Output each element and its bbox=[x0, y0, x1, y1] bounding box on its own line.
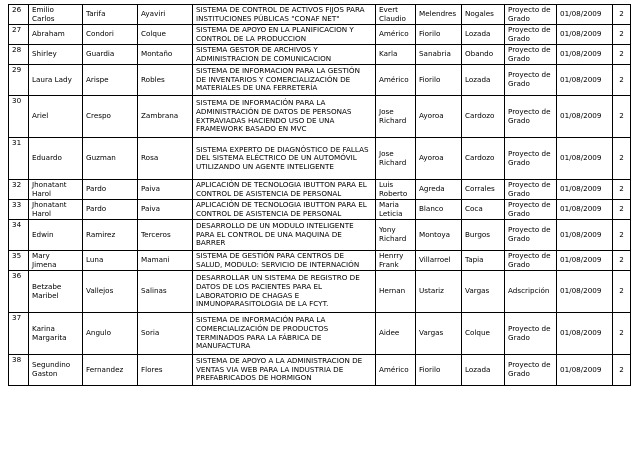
tutor-paternal-surname-cell: Blanco bbox=[416, 200, 462, 220]
row-number-cell: 26 bbox=[9, 5, 29, 25]
date-cell: 01/08/2009 bbox=[557, 96, 613, 138]
row-number-cell: 33 bbox=[9, 200, 29, 220]
term-cell: 2 bbox=[613, 355, 631, 386]
student-first-names-cell: Laura Lady bbox=[29, 65, 83, 96]
tutor-paternal-surname-cell: Ayoroa bbox=[416, 138, 462, 180]
student-first-names-cell: Abraham bbox=[29, 25, 83, 45]
tutor-paternal-surname-cell: Ayoroa bbox=[416, 96, 462, 138]
modality-cell: Proyecto de Grado bbox=[505, 220, 557, 251]
modality-cell: Proyecto de Grado bbox=[505, 180, 557, 200]
thesis-title-cell: DESARROLLAR UN SISTEMA DE REGISTRO DE DATOS DE LOS PACIENTES PARA EL LABORATORIO DE CHAGAS E INMUNOPARASITOLOGIA DE LA FCYT. bbox=[193, 271, 376, 313]
modality-cell: Proyecto de Grado bbox=[505, 65, 557, 96]
thesis-title-cell: SISTEMA DE CONTROL DE ACTIVOS FIJOS PARA INSTITUCIONES PÚBLICAS "CONAF NET" bbox=[193, 5, 376, 25]
student-paternal-surname-cell: Crespo bbox=[83, 96, 138, 138]
tutor-maternal-surname-cell: Tapia bbox=[462, 251, 505, 271]
tutor-maternal-surname-cell: Corrales bbox=[462, 180, 505, 200]
term-cell: 2 bbox=[613, 5, 631, 25]
table-row bbox=[9, 271, 631, 313]
student-first-names-cell: Edwin bbox=[29, 220, 83, 251]
student-paternal-surname-cell: Condori bbox=[83, 25, 138, 45]
student-first-names-cell: Jhonatant Harol bbox=[29, 180, 83, 200]
tutor-maternal-surname-cell: Obando bbox=[462, 45, 505, 65]
tutor-maternal-surname-cell: Nogales bbox=[462, 5, 505, 25]
student-maternal-surname-cell: Flores bbox=[138, 355, 193, 386]
student-paternal-surname-cell: Arispe bbox=[83, 65, 138, 96]
tutor-paternal-surname-cell: Villarroel bbox=[416, 251, 462, 271]
tutor-paternal-surname-cell: Fiorilo bbox=[416, 25, 462, 45]
thesis-title-cell: SISTEMA DE GESTIÓN PARA CENTROS DE SALUD, MODULO: SERVICIO DE INTERNACIÓN bbox=[193, 251, 376, 271]
tutor-paternal-surname-cell: Vargas bbox=[416, 313, 462, 355]
tutor-first-names-cell: Henrry Frank bbox=[376, 251, 416, 271]
term-cell: 2 bbox=[613, 271, 631, 313]
date-cell: 01/08/2009 bbox=[557, 271, 613, 313]
table-row bbox=[9, 25, 631, 45]
modality-cell: Proyecto de Grado bbox=[505, 25, 557, 45]
modality-cell: Proyecto de Grado bbox=[505, 96, 557, 138]
modality-cell: Proyecto de Grado bbox=[505, 5, 557, 25]
student-first-names-cell: Betzabe Maribel bbox=[29, 271, 83, 313]
term-cell: 2 bbox=[613, 138, 631, 180]
student-maternal-surname-cell: Robles bbox=[138, 65, 193, 96]
date-cell: 01/08/2009 bbox=[557, 65, 613, 96]
tutor-maternal-surname-cell: Cardozo bbox=[462, 138, 505, 180]
date-cell: 01/08/2009 bbox=[557, 45, 613, 65]
modality-cell: Proyecto de Grado bbox=[505, 138, 557, 180]
row-number-cell: 29 bbox=[9, 65, 29, 96]
thesis-title-cell: SISTEMA DE INFORMACION PARA LA GESTIÓN DE INVENTARIOS Y COMERCIALIZACIÓN DE MATERIALES DE UNA FERRETERÍA bbox=[193, 65, 376, 96]
student-maternal-surname-cell: Terceros bbox=[138, 220, 193, 251]
date-cell: 01/08/2009 bbox=[557, 220, 613, 251]
tutor-first-names-cell: Hernan bbox=[376, 271, 416, 313]
modality-cell: Proyecto de Grado bbox=[505, 355, 557, 386]
thesis-title-cell: SISTEMA DE INFORMACIÓN PARA LA ADMINISTRACIÓN DE DATOS DE PERSONAS EXTRAVIADAS HACIENDO USO DE UNA FRAMEWORK BASADO EN MVC bbox=[193, 96, 376, 138]
table-row bbox=[9, 355, 631, 386]
table-row bbox=[9, 180, 631, 200]
student-maternal-surname-cell: Ayaviri bbox=[138, 5, 193, 25]
student-maternal-surname-cell: Salinas bbox=[138, 271, 193, 313]
tutor-first-names-cell: Evert Claudio bbox=[376, 5, 416, 25]
date-cell: 01/08/2009 bbox=[557, 5, 613, 25]
date-cell: 01/08/2009 bbox=[557, 313, 613, 355]
thesis-title-cell: SISTEMA GESTOR DE ARCHIVOS Y ADMINISTRACION DE COMUNICACION bbox=[193, 45, 376, 65]
date-cell: 01/08/2009 bbox=[557, 180, 613, 200]
student-paternal-surname-cell: Pardo bbox=[83, 180, 138, 200]
term-cell: 2 bbox=[613, 65, 631, 96]
student-maternal-surname-cell: Colque bbox=[138, 25, 193, 45]
date-cell: 01/08/2009 bbox=[557, 251, 613, 271]
thesis-title-cell: SISTEMA DE INFORMACIÓN PARA LA COMERCIALIZACIÓN DE PRODUCTOS TERMINADOS PARA LA FÁBRICA DE MANUFACTURA bbox=[193, 313, 376, 355]
table-row bbox=[9, 5, 631, 25]
tutor-first-names-cell: Américo bbox=[376, 25, 416, 45]
table-row bbox=[9, 313, 631, 355]
tutor-maternal-surname-cell: Burgos bbox=[462, 220, 505, 251]
tutor-maternal-surname-cell: Cardozo bbox=[462, 96, 505, 138]
table-row bbox=[9, 45, 631, 65]
tutor-first-names-cell: Américo bbox=[376, 355, 416, 386]
student-paternal-surname-cell: Fernandez bbox=[83, 355, 138, 386]
tutor-first-names-cell: Américo bbox=[376, 65, 416, 96]
table-row bbox=[9, 65, 631, 96]
row-number-cell: 37 bbox=[9, 313, 29, 355]
row-number-cell: 36 bbox=[9, 271, 29, 313]
tutor-first-names-cell: Luis Roberto bbox=[376, 180, 416, 200]
term-cell: 2 bbox=[613, 313, 631, 355]
thesis-title-cell: APLICACIÓN DE TECNOLOGIA IBUTTON PARA EL CONTROL DE ASISTENCIA DE PERSONAL bbox=[193, 180, 376, 200]
modality-cell: Proyecto de Grado bbox=[505, 200, 557, 220]
tutor-maternal-surname-cell: Lozada bbox=[462, 25, 505, 45]
tutor-paternal-surname-cell: Ustariz bbox=[416, 271, 462, 313]
thesis-title-cell: DESARROLLO DE UN MODULO INTELIGENTE PARA EL CONTROL DE UNA MAQUINA DE BARRER bbox=[193, 220, 376, 251]
student-maternal-surname-cell: Mamani bbox=[138, 251, 193, 271]
tutor-maternal-surname-cell: Colque bbox=[462, 313, 505, 355]
tutor-maternal-surname-cell: Lozada bbox=[462, 65, 505, 96]
student-first-names-cell: Ariel bbox=[29, 96, 83, 138]
tutor-paternal-surname-cell: Fiorilo bbox=[416, 65, 462, 96]
student-first-names-cell: Jhonatant Harol bbox=[29, 200, 83, 220]
tutor-maternal-surname-cell: Lozada bbox=[462, 355, 505, 386]
table-row bbox=[9, 251, 631, 271]
student-first-names-cell: Emilio Carlos bbox=[29, 5, 83, 25]
tutor-paternal-surname-cell: Montoya bbox=[416, 220, 462, 251]
tutor-first-names-cell: Maria Leticia bbox=[376, 200, 416, 220]
student-paternal-surname-cell: Luna bbox=[83, 251, 138, 271]
student-maternal-surname-cell: Zambrana bbox=[138, 96, 193, 138]
tutor-first-names-cell: Jose Richard bbox=[376, 96, 416, 138]
thesis-title-cell: SISTEMA EXPERTO DE DIAGNÓSTICO DE FALLAS DEL SISTEMA ELÉCTRICO DE UN AUTOMÓVIL UTILIZANDO UN AGENTE INTELIGENTE bbox=[193, 138, 376, 180]
date-cell: 01/08/2009 bbox=[557, 25, 613, 45]
date-cell: 01/08/2009 bbox=[557, 355, 613, 386]
tutor-first-names-cell: Karla bbox=[376, 45, 416, 65]
table-row bbox=[9, 200, 631, 220]
tutor-paternal-surname-cell: Fiorilo bbox=[416, 355, 462, 386]
modality-cell: Proyecto de Grado bbox=[505, 313, 557, 355]
student-first-names-cell: Eduardo bbox=[29, 138, 83, 180]
student-maternal-surname-cell: Soria bbox=[138, 313, 193, 355]
tutor-paternal-surname-cell: Sanabria bbox=[416, 45, 462, 65]
term-cell: 2 bbox=[613, 45, 631, 65]
student-paternal-surname-cell: Ramirez bbox=[83, 220, 138, 251]
table-row bbox=[9, 96, 631, 138]
tutor-first-names-cell: Yony Richard bbox=[376, 220, 416, 251]
thesis-title-cell: SISTEMA DE APOYO A LA ADMINISTRACION DE VENTAS VIA WEB PARA LA INDUSTRIA DE PREFABRICADOS DE HORMIGON bbox=[193, 355, 376, 386]
row-number-cell: 35 bbox=[9, 251, 29, 271]
tutor-first-names-cell: Jose Richard bbox=[376, 138, 416, 180]
row-number-cell: 30 bbox=[9, 96, 29, 138]
student-maternal-surname-cell: Paiva bbox=[138, 200, 193, 220]
date-cell: 01/08/2009 bbox=[557, 200, 613, 220]
modality-cell: Proyecto de Grado bbox=[505, 251, 557, 271]
tutor-maternal-surname-cell: Coca bbox=[462, 200, 505, 220]
table-row bbox=[9, 138, 631, 180]
student-paternal-surname-cell: Guardia bbox=[83, 45, 138, 65]
table-body bbox=[9, 5, 631, 386]
row-number-cell: 32 bbox=[9, 180, 29, 200]
student-maternal-surname-cell: Paiva bbox=[138, 180, 193, 200]
tutor-maternal-surname-cell: Vargas bbox=[462, 271, 505, 313]
term-cell: 2 bbox=[613, 25, 631, 45]
row-number-cell: 38 bbox=[9, 355, 29, 386]
term-cell: 2 bbox=[613, 96, 631, 138]
tutor-paternal-surname-cell: Melendres bbox=[416, 5, 462, 25]
row-number-cell: 34 bbox=[9, 220, 29, 251]
student-maternal-surname-cell: Rosa bbox=[138, 138, 193, 180]
term-cell: 2 bbox=[613, 220, 631, 251]
student-first-names-cell: Shirley bbox=[29, 45, 83, 65]
student-maternal-surname-cell: Montaño bbox=[138, 45, 193, 65]
thesis-title-cell: APLICACIÓN DE TECNOLOGIA IBUTTON PARA EL CONTROL DE ASISTENCIA DE PERSONAL bbox=[193, 200, 376, 220]
date-cell: 01/08/2009 bbox=[557, 138, 613, 180]
student-paternal-surname-cell: Angulo bbox=[83, 313, 138, 355]
modality-cell: Proyecto de Grado bbox=[505, 45, 557, 65]
student-paternal-surname-cell: Vallejos bbox=[83, 271, 138, 313]
tutor-paternal-surname-cell: Agreda bbox=[416, 180, 462, 200]
student-paternal-surname-cell: Guzman bbox=[83, 138, 138, 180]
row-number-cell: 31 bbox=[9, 138, 29, 180]
student-first-names-cell: Segundino Gaston bbox=[29, 355, 83, 386]
modality-cell: Adscripción bbox=[505, 271, 557, 313]
term-cell: 2 bbox=[613, 180, 631, 200]
row-number-cell: 28 bbox=[9, 45, 29, 65]
table-row bbox=[9, 220, 631, 251]
thesis-table bbox=[8, 4, 631, 386]
term-cell: 2 bbox=[613, 200, 631, 220]
tutor-first-names-cell: Aidee bbox=[376, 313, 416, 355]
student-first-names-cell: Mary Jimena bbox=[29, 251, 83, 271]
row-number-cell: 27 bbox=[9, 25, 29, 45]
thesis-title-cell: SISTEMA DE APOYO EN LA PLANIFICACION Y CONTROL DE LA PRODUCCION bbox=[193, 25, 376, 45]
student-paternal-surname-cell: Tarifa bbox=[83, 5, 138, 25]
term-cell: 2 bbox=[613, 251, 631, 271]
student-paternal-surname-cell: Pardo bbox=[83, 200, 138, 220]
student-first-names-cell: Karina Margarita bbox=[29, 313, 83, 355]
